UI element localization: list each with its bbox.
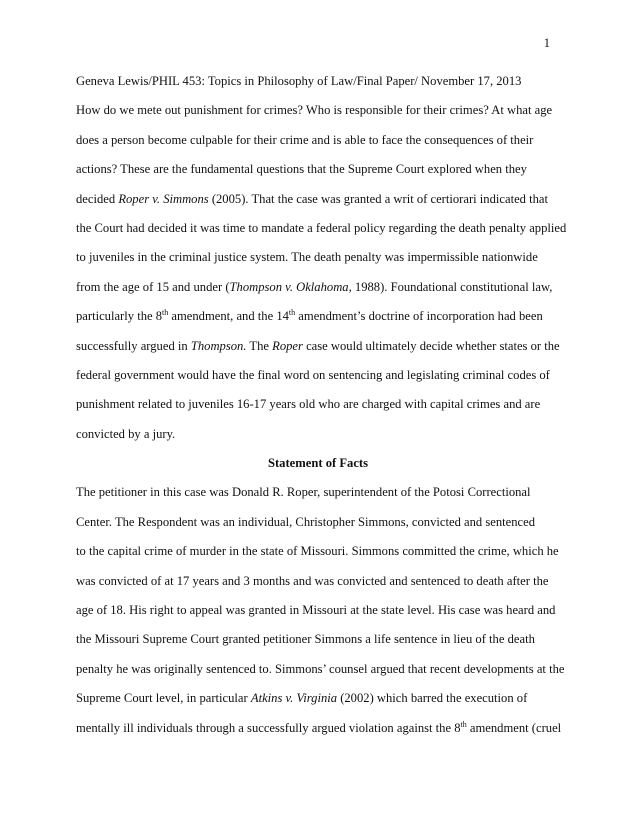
text-segment: decided xyxy=(76,191,119,206)
text-segment: mentally ill individuals through a successfully argued violation against the 8 xyxy=(76,720,461,735)
text-segment: amendment’s doctrine of incorporation had been xyxy=(295,309,543,324)
ordinal-suffix: th xyxy=(460,719,467,729)
text-segment: does a person become culpable for their crime and is able to face the consequences of their xyxy=(76,132,534,147)
text-segment: (2002) which barred the execution of xyxy=(337,691,528,706)
text-segment: The petitioner in this case was Donald R. Roper, superintendent of the Potosi Correctional xyxy=(76,485,531,500)
text-line xyxy=(76,277,560,306)
text-segment: How do we mete out punishment for crimes? Who is responsible for their crimes? At what age xyxy=(76,103,553,118)
body-text xyxy=(76,71,567,747)
page-number: 1 xyxy=(543,36,550,50)
text-line xyxy=(76,365,560,394)
text-segment: from the age of 15 and under ( xyxy=(76,279,230,294)
text-line xyxy=(76,336,560,365)
case-name: Thompson v. Oklahoma xyxy=(229,279,349,294)
text-line xyxy=(76,424,560,453)
text-segment: penalty he was originally sentenced to. Simmons’ counsel argued that recent developments at the xyxy=(76,661,565,676)
text-segment: particularly the 8 xyxy=(76,309,163,324)
text-line xyxy=(76,306,560,335)
text-line xyxy=(76,512,560,541)
text-segment: successfully argued in xyxy=(76,338,191,353)
text-segment: was convicted of at 17 years and 3 months and was convicted and sentenced to death after the xyxy=(76,573,549,588)
text-segment: convicted by a jury. xyxy=(76,426,176,441)
text-segment: , 1988). Foundational constitutional law, xyxy=(348,279,553,294)
case-name: Thompson. xyxy=(190,338,247,353)
text-segment: to juveniles in the criminal justice system. The death penalty was impermissible nationwide xyxy=(76,250,538,265)
text-segment: case would ultimately decide whether states or the xyxy=(302,338,560,353)
case-name: Roper xyxy=(272,338,303,353)
text-line xyxy=(76,159,560,188)
text-segment: federal government would have the final word on sentencing and legislating criminal codes of xyxy=(76,367,550,382)
text-segment: the Court had decided it was time to mandate a federal policy regarding the death penalty applied xyxy=(76,220,567,235)
text-line xyxy=(76,688,560,717)
text-segment: amendment (cruel xyxy=(466,720,562,735)
ordinal-suffix: th xyxy=(288,307,296,317)
ordinal-suffix: th xyxy=(162,307,169,317)
case-name: Atkins v. Virginia xyxy=(250,691,338,706)
text-line xyxy=(76,600,560,629)
text-line xyxy=(76,189,560,218)
text-line xyxy=(76,659,565,688)
text-line xyxy=(76,718,560,747)
text-line xyxy=(76,100,560,129)
case-name: Roper v. Simmons xyxy=(118,191,209,206)
text-segment: punishment related to juveniles 16-17 years old who are charged with capital crimes and are xyxy=(76,397,541,412)
text-line xyxy=(76,130,560,159)
text-line xyxy=(76,247,560,276)
text-line xyxy=(76,482,560,511)
text-line xyxy=(76,218,567,247)
text-segment: amendment, and the 14 xyxy=(168,309,289,324)
text-line xyxy=(76,394,560,423)
text-segment: the Missouri Supreme Court granted petitioner Simmons a life sentence in lieu of the death xyxy=(76,632,535,647)
section-heading: Statement of Facts xyxy=(267,456,369,471)
text-segment: Supreme Court level, in particular xyxy=(76,691,251,706)
text-line xyxy=(76,541,560,570)
text-segment: (2005). That the case was granted a writ of certiorari indicated that xyxy=(208,191,548,206)
text-line xyxy=(76,629,560,658)
text-segment: to the capital crime of murder in the state of Missouri. Simmons committed the crime, which he xyxy=(76,544,559,559)
text-segment: actions? These are the fundamental questions that the Supreme Court explored when they xyxy=(76,162,527,177)
text-segment: age of 18. His right to appeal was granted in Missouri at the state level. His case was heard and xyxy=(76,603,556,618)
text-line xyxy=(76,571,560,600)
text-segment: Center. The Respondent was an individual, Christopher Simmons, convicted and sentenced xyxy=(76,514,536,529)
paper-header: Geneva Lewis/PHIL 453: Topics in Philosophy of Law/Final Paper/ November 17, 2013 xyxy=(76,74,522,88)
text-segment: The xyxy=(246,338,273,353)
